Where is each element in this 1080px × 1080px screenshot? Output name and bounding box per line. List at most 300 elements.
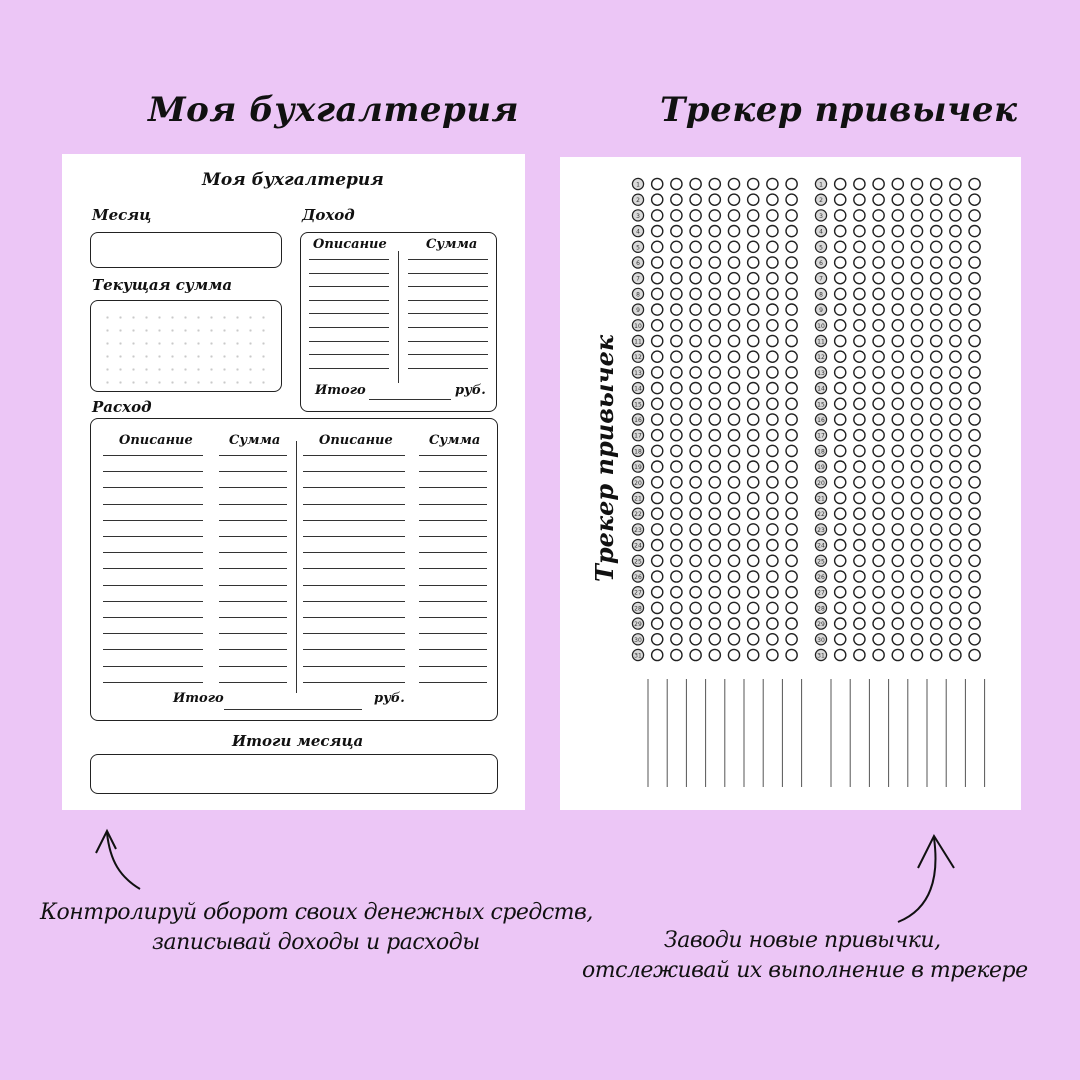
income-desc-line[interactable] [309, 259, 389, 260]
habit-checkbox[interactable] [873, 508, 884, 519]
habit-checkbox[interactable] [728, 226, 739, 237]
habit-checkbox[interactable] [931, 571, 942, 582]
habit-checkbox[interactable] [786, 351, 797, 362]
expense-line[interactable] [419, 666, 487, 667]
habit-checkbox[interactable] [854, 430, 865, 441]
habit-checkbox[interactable] [786, 508, 797, 519]
habit-checkbox[interactable] [690, 241, 701, 252]
habit-checkbox[interactable] [911, 524, 922, 535]
habit-checkbox[interactable] [671, 178, 682, 189]
habit-checkbox[interactable] [911, 367, 922, 378]
habit-checkbox[interactable] [690, 540, 701, 551]
habit-checkbox[interactable] [950, 194, 961, 205]
habit-checkbox[interactable] [767, 430, 778, 441]
habit-checkbox[interactable] [728, 555, 739, 566]
habit-checkbox[interactable] [786, 649, 797, 660]
habit-checkbox[interactable] [652, 461, 663, 472]
expense-line[interactable] [303, 649, 405, 650]
habit-checkbox[interactable] [728, 241, 739, 252]
habit-checkbox[interactable] [709, 508, 720, 519]
habit-checkbox[interactable] [767, 445, 778, 456]
habit-checkbox[interactable] [892, 524, 903, 535]
habit-checkbox[interactable] [767, 288, 778, 299]
habit-checkbox[interactable] [835, 477, 846, 488]
habit-checkbox[interactable] [969, 210, 980, 221]
habit-checkbox[interactable] [748, 288, 759, 299]
income-desc-line[interactable] [309, 286, 389, 287]
habit-checkbox[interactable] [728, 273, 739, 284]
habit-checkbox[interactable] [786, 320, 797, 331]
expense-line[interactable] [219, 536, 287, 537]
habit-checkbox[interactable] [873, 555, 884, 566]
expense-line[interactable] [419, 601, 487, 602]
habit-checkbox[interactable] [748, 649, 759, 660]
habit-checkbox[interactable] [767, 178, 778, 189]
habit-checkbox[interactable] [728, 508, 739, 519]
habit-checkbox[interactable] [873, 461, 884, 472]
habit-checkbox[interactable] [767, 634, 778, 645]
habit-checkbox[interactable] [854, 288, 865, 299]
habit-checkbox[interactable] [854, 508, 865, 519]
habit-checkbox[interactable] [786, 430, 797, 441]
habit-checkbox[interactable] [690, 602, 701, 613]
habit-checkbox[interactable] [671, 477, 682, 488]
expense-line[interactable] [219, 666, 287, 667]
habit-checkbox[interactable] [748, 414, 759, 425]
habit-checkbox[interactable] [873, 398, 884, 409]
habit-checkbox[interactable] [969, 414, 980, 425]
habit-checkbox[interactable] [931, 194, 942, 205]
habit-checkbox[interactable] [709, 540, 720, 551]
habit-checkbox[interactable] [748, 178, 759, 189]
habit-checkbox[interactable] [690, 351, 701, 362]
habit-checkbox[interactable] [931, 178, 942, 189]
habit-checkbox[interactable] [652, 320, 663, 331]
expense-line[interactable] [103, 601, 203, 602]
income-desc-line[interactable] [309, 341, 389, 342]
habit-checkbox[interactable] [748, 367, 759, 378]
habit-checkbox[interactable] [786, 414, 797, 425]
habit-checkbox[interactable] [709, 320, 720, 331]
habit-checkbox[interactable] [748, 304, 759, 315]
habit-checkbox[interactable] [911, 226, 922, 237]
habit-checkbox[interactable] [786, 194, 797, 205]
habit-checkbox[interactable] [748, 335, 759, 346]
habit-checkbox[interactable] [873, 540, 884, 551]
habit-checkbox[interactable] [748, 194, 759, 205]
habit-checkbox[interactable] [911, 210, 922, 221]
habit-checkbox[interactable] [931, 618, 942, 629]
habit-checkbox[interactable] [835, 602, 846, 613]
habit-checkbox[interactable] [728, 320, 739, 331]
habit-checkbox[interactable] [835, 304, 846, 315]
habit-checkbox[interactable] [854, 414, 865, 425]
habit-checkbox[interactable] [873, 414, 884, 425]
habit-checkbox[interactable] [728, 571, 739, 582]
habit-checkbox[interactable] [835, 320, 846, 331]
habit-checkbox[interactable] [911, 634, 922, 645]
habit-checkbox[interactable] [969, 445, 980, 456]
habit-checkbox[interactable] [873, 649, 884, 660]
habit-checkbox[interactable] [950, 587, 961, 598]
expense-line[interactable] [219, 568, 287, 569]
habit-checkbox[interactable] [950, 178, 961, 189]
expense-line[interactable] [303, 471, 405, 472]
expense-line[interactable] [103, 585, 203, 586]
habit-checkbox[interactable] [652, 241, 663, 252]
habit-checkbox[interactable] [767, 304, 778, 315]
habit-checkbox[interactable] [854, 226, 865, 237]
habit-checkbox[interactable] [690, 555, 701, 566]
habit-checkbox[interactable] [911, 320, 922, 331]
habit-checkbox[interactable] [873, 430, 884, 441]
habit-checkbox[interactable] [728, 257, 739, 268]
habit-checkbox[interactable] [931, 540, 942, 551]
habit-checkbox[interactable] [931, 320, 942, 331]
habit-checkbox[interactable] [969, 257, 980, 268]
habit-checkbox[interactable] [728, 634, 739, 645]
expense-line[interactable] [419, 633, 487, 634]
habit-checkbox[interactable] [911, 414, 922, 425]
expense-line[interactable] [419, 649, 487, 650]
habit-checkbox[interactable] [786, 178, 797, 189]
habit-checkbox[interactable] [969, 540, 980, 551]
habit-checkbox[interactable] [671, 210, 682, 221]
habit-checkbox[interactable] [835, 634, 846, 645]
habit-checkbox[interactable] [873, 304, 884, 315]
habit-checkbox[interactable] [709, 477, 720, 488]
current-sum-field[interactable] [90, 300, 282, 392]
habit-checkbox[interactable] [892, 430, 903, 441]
habit-checkbox[interactable] [911, 649, 922, 660]
habit-checkbox[interactable] [671, 587, 682, 598]
habit-checkbox[interactable] [835, 492, 846, 503]
income-desc-line[interactable] [309, 300, 389, 301]
habit-checkbox[interactable] [767, 461, 778, 472]
expense-line[interactable] [419, 552, 487, 553]
month-field[interactable] [90, 232, 282, 268]
expense-line[interactable] [419, 682, 487, 683]
habit-checkbox[interactable] [786, 398, 797, 409]
habit-checkbox[interactable] [652, 367, 663, 378]
expense-line[interactable] [103, 682, 203, 683]
habit-checkbox[interactable] [950, 257, 961, 268]
habit-checkbox[interactable] [892, 288, 903, 299]
habit-checkbox[interactable] [835, 587, 846, 598]
habit-checkbox[interactable] [969, 649, 980, 660]
expense-line[interactable] [103, 520, 203, 521]
habit-checkbox[interactable] [767, 618, 778, 629]
habit-checkbox[interactable] [835, 367, 846, 378]
habit-checkbox[interactable] [671, 335, 682, 346]
habit-checkbox[interactable] [652, 273, 663, 284]
habit-checkbox[interactable] [652, 194, 663, 205]
habit-checkbox[interactable] [709, 398, 720, 409]
habit-checkbox[interactable] [950, 320, 961, 331]
habit-checkbox[interactable] [690, 430, 701, 441]
habit-checkbox[interactable] [911, 273, 922, 284]
habit-checkbox[interactable] [873, 634, 884, 645]
habit-checkbox[interactable] [969, 383, 980, 394]
expense-line[interactable] [303, 682, 405, 683]
habit-checkbox[interactable] [892, 383, 903, 394]
habit-checkbox[interactable] [892, 649, 903, 660]
habit-checkbox[interactable] [690, 414, 701, 425]
habit-checkbox[interactable] [854, 524, 865, 535]
habit-checkbox[interactable] [767, 649, 778, 660]
habit-checkbox[interactable] [767, 602, 778, 613]
expense-line[interactable] [219, 455, 287, 456]
habit-checkbox[interactable] [931, 367, 942, 378]
habit-checkbox[interactable] [950, 492, 961, 503]
habit-checkbox[interactable] [931, 649, 942, 660]
habit-checkbox[interactable] [652, 414, 663, 425]
habit-checkbox[interactable] [911, 540, 922, 551]
habit-checkbox[interactable] [969, 492, 980, 503]
habit-checkbox[interactable] [911, 445, 922, 456]
habit-checkbox[interactable] [652, 398, 663, 409]
habit-checkbox[interactable] [950, 524, 961, 535]
habit-checkbox[interactable] [671, 383, 682, 394]
habit-checkbox[interactable] [767, 257, 778, 268]
habit-checkbox[interactable] [969, 587, 980, 598]
habit-checkbox[interactable] [728, 430, 739, 441]
habit-checkbox[interactable] [709, 351, 720, 362]
habit-checkbox[interactable] [652, 555, 663, 566]
habit-checkbox[interactable] [835, 524, 846, 535]
habit-checkbox[interactable] [748, 226, 759, 237]
habit-checkbox[interactable] [873, 351, 884, 362]
habit-checkbox[interactable] [931, 335, 942, 346]
tracker-grid[interactable] [560, 157, 1021, 810]
habit-checkbox[interactable] [728, 524, 739, 535]
habit-checkbox[interactable] [786, 383, 797, 394]
habit-checkbox[interactable] [969, 602, 980, 613]
habit-checkbox[interactable] [748, 477, 759, 488]
habit-checkbox[interactable] [911, 571, 922, 582]
habit-checkbox[interactable] [709, 461, 720, 472]
expense-line[interactable] [419, 455, 487, 456]
habit-checkbox[interactable] [767, 524, 778, 535]
habit-checkbox[interactable] [786, 335, 797, 346]
income-desc-line[interactable] [309, 327, 389, 328]
habit-checkbox[interactable] [671, 257, 682, 268]
habit-checkbox[interactable] [854, 445, 865, 456]
expense-line[interactable] [419, 520, 487, 521]
expense-line[interactable] [303, 568, 405, 569]
habit-checkbox[interactable] [728, 649, 739, 660]
habit-checkbox[interactable] [854, 178, 865, 189]
habit-checkbox[interactable] [748, 241, 759, 252]
habit-checkbox[interactable] [652, 445, 663, 456]
expense-line[interactable] [303, 455, 405, 456]
habit-checkbox[interactable] [671, 508, 682, 519]
habit-checkbox[interactable] [873, 445, 884, 456]
habit-checkbox[interactable] [892, 241, 903, 252]
habit-checkbox[interactable] [748, 398, 759, 409]
habit-checkbox[interactable] [950, 273, 961, 284]
habit-checkbox[interactable] [911, 257, 922, 268]
habit-checkbox[interactable] [652, 508, 663, 519]
expense-line[interactable] [303, 536, 405, 537]
habit-checkbox[interactable] [835, 335, 846, 346]
habit-checkbox[interactable] [950, 430, 961, 441]
habit-checkbox[interactable] [767, 477, 778, 488]
habit-checkbox[interactable] [969, 194, 980, 205]
habit-checkbox[interactable] [835, 461, 846, 472]
habit-checkbox[interactable] [709, 430, 720, 441]
habit-checkbox[interactable] [690, 461, 701, 472]
habit-checkbox[interactable] [748, 273, 759, 284]
habit-checkbox[interactable] [969, 241, 980, 252]
habit-checkbox[interactable] [911, 335, 922, 346]
habit-checkbox[interactable] [854, 194, 865, 205]
habit-checkbox[interactable] [671, 524, 682, 535]
habit-checkbox[interactable] [950, 288, 961, 299]
habit-checkbox[interactable] [911, 508, 922, 519]
habit-checkbox[interactable] [892, 320, 903, 331]
habit-checkbox[interactable] [671, 226, 682, 237]
habit-checkbox[interactable] [748, 257, 759, 268]
expense-line[interactable] [103, 666, 203, 667]
habit-checkbox[interactable] [728, 602, 739, 613]
habit-checkbox[interactable] [690, 587, 701, 598]
habit-checkbox[interactable] [854, 602, 865, 613]
habit-checkbox[interactable] [854, 398, 865, 409]
habit-checkbox[interactable] [969, 618, 980, 629]
expense-line[interactable] [419, 568, 487, 569]
habit-checkbox[interactable] [854, 649, 865, 660]
habit-checkbox[interactable] [873, 210, 884, 221]
habit-checkbox[interactable] [931, 477, 942, 488]
habit-checkbox[interactable] [671, 618, 682, 629]
income-sum-line[interactable] [408, 273, 488, 274]
habit-checkbox[interactable] [892, 587, 903, 598]
habit-checkbox[interactable] [873, 273, 884, 284]
habit-checkbox[interactable] [911, 461, 922, 472]
habit-checkbox[interactable] [767, 241, 778, 252]
habit-checkbox[interactable] [748, 492, 759, 503]
habit-checkbox[interactable] [728, 618, 739, 629]
habit-checkbox[interactable] [690, 524, 701, 535]
habit-checkbox[interactable] [950, 602, 961, 613]
habit-checkbox[interactable] [854, 273, 865, 284]
habit-checkbox[interactable] [892, 273, 903, 284]
habit-checkbox[interactable] [835, 508, 846, 519]
habit-checkbox[interactable] [786, 540, 797, 551]
habit-checkbox[interactable] [671, 492, 682, 503]
habit-checkbox[interactable] [786, 602, 797, 613]
habit-checkbox[interactable] [911, 477, 922, 488]
month-results-field[interactable] [90, 754, 498, 794]
expense-line[interactable] [303, 601, 405, 602]
habit-checkbox[interactable] [854, 210, 865, 221]
habit-checkbox[interactable] [709, 226, 720, 237]
habit-checkbox[interactable] [950, 351, 961, 362]
habit-checkbox[interactable] [786, 257, 797, 268]
habit-checkbox[interactable] [892, 602, 903, 613]
habit-checkbox[interactable] [892, 571, 903, 582]
habit-checkbox[interactable] [748, 351, 759, 362]
habit-checkbox[interactable] [748, 445, 759, 456]
habit-checkbox[interactable] [854, 477, 865, 488]
habit-checkbox[interactable] [969, 634, 980, 645]
habit-checkbox[interactable] [950, 383, 961, 394]
habit-checkbox[interactable] [767, 273, 778, 284]
habit-checkbox[interactable] [873, 383, 884, 394]
habit-checkbox[interactable] [728, 351, 739, 362]
habit-checkbox[interactable] [728, 398, 739, 409]
habit-checkbox[interactable] [709, 524, 720, 535]
habit-checkbox[interactable] [728, 383, 739, 394]
expense-line[interactable] [419, 536, 487, 537]
habit-checkbox[interactable] [728, 367, 739, 378]
habit-checkbox[interactable] [911, 194, 922, 205]
habit-checkbox[interactable] [835, 351, 846, 362]
income-desc-line[interactable] [309, 354, 389, 355]
habit-checkbox[interactable] [950, 241, 961, 252]
habit-checkbox[interactable] [892, 492, 903, 503]
habit-checkbox[interactable] [709, 602, 720, 613]
habit-checkbox[interactable] [892, 461, 903, 472]
expense-line[interactable] [219, 682, 287, 683]
habit-checkbox[interactable] [911, 587, 922, 598]
habit-checkbox[interactable] [892, 477, 903, 488]
habit-checkbox[interactable] [690, 383, 701, 394]
habit-checkbox[interactable] [767, 571, 778, 582]
income-sum-line[interactable] [408, 286, 488, 287]
expense-line[interactable] [219, 471, 287, 472]
habit-checkbox[interactable] [786, 618, 797, 629]
habit-checkbox[interactable] [873, 257, 884, 268]
expense-line[interactable] [103, 568, 203, 569]
expense-line[interactable] [103, 649, 203, 650]
habit-checkbox[interactable] [652, 540, 663, 551]
income-desc-line[interactable] [309, 368, 389, 369]
habit-checkbox[interactable] [892, 445, 903, 456]
expense-line[interactable] [103, 552, 203, 553]
habit-checkbox[interactable] [854, 383, 865, 394]
habit-checkbox[interactable] [671, 445, 682, 456]
habit-checkbox[interactable] [709, 571, 720, 582]
habit-checkbox[interactable] [931, 508, 942, 519]
habit-checkbox[interactable] [911, 555, 922, 566]
habit-checkbox[interactable] [873, 618, 884, 629]
habit-checkbox[interactable] [652, 634, 663, 645]
habit-checkbox[interactable] [709, 445, 720, 456]
habit-checkbox[interactable] [748, 555, 759, 566]
habit-checkbox[interactable] [728, 194, 739, 205]
habit-checkbox[interactable] [690, 335, 701, 346]
habit-checkbox[interactable] [873, 320, 884, 331]
habit-checkbox[interactable] [652, 477, 663, 488]
habit-checkbox[interactable] [873, 571, 884, 582]
income-sum-line[interactable] [408, 259, 488, 260]
habit-checkbox[interactable] [652, 335, 663, 346]
habit-checkbox[interactable] [911, 492, 922, 503]
habit-checkbox[interactable] [892, 178, 903, 189]
habit-checkbox[interactable] [854, 367, 865, 378]
habit-checkbox[interactable] [748, 430, 759, 441]
habit-checkbox[interactable] [690, 288, 701, 299]
habit-checkbox[interactable] [786, 571, 797, 582]
habit-checkbox[interactable] [835, 241, 846, 252]
habit-checkbox[interactable] [671, 288, 682, 299]
habit-checkbox[interactable] [892, 367, 903, 378]
habit-checkbox[interactable] [728, 477, 739, 488]
habit-checkbox[interactable] [786, 477, 797, 488]
habit-checkbox[interactable] [931, 383, 942, 394]
